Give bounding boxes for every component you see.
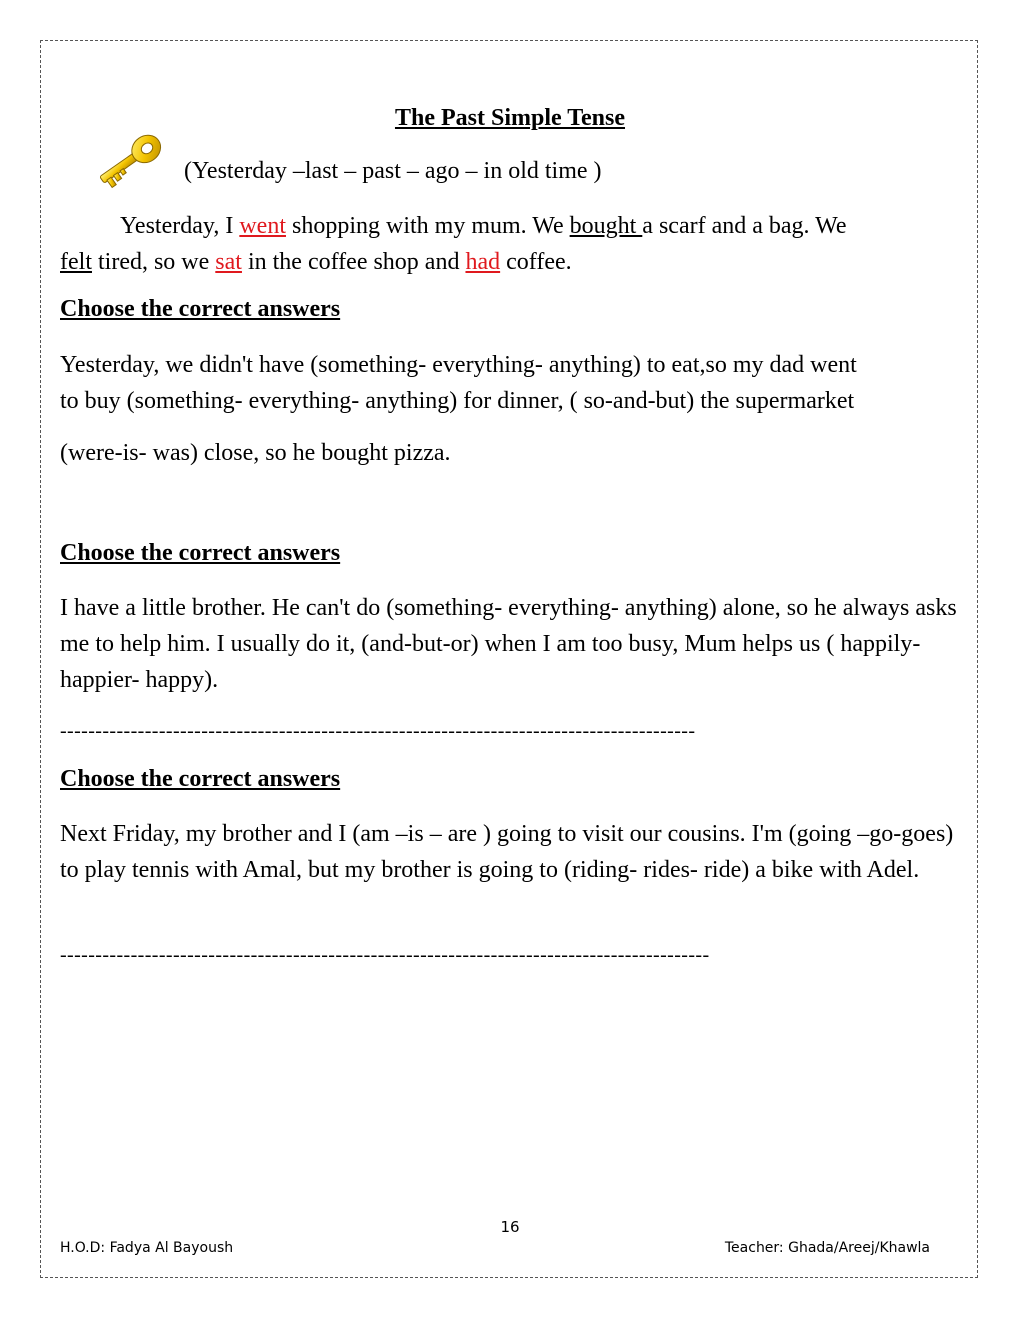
past-verb: bought (569, 213, 643, 239)
page-number: 16 (500, 1218, 520, 1236)
past-verb: went (239, 213, 286, 239)
section-heading: Choose the correct answers (60, 540, 341, 566)
past-verb: felt (60, 249, 92, 275)
exercise-3-text: Next Friday, my brother and I (am –is – are ) going to visit our cousins. I'm (going –go-goes) to play tennis with Amal, but my brother is going to (riding- rides- ride) a bike with Adel. (60, 821, 954, 883)
section-heading: Choose the correct answers (60, 766, 341, 792)
separator-line: ------------------------------------------------------------------------------------------ (60, 720, 696, 742)
keywords-line: (Yesterday –last – past – ago – in old time ) (184, 158, 602, 184)
exercise-2-text: I have a little brother. He can't do (something- everything- anything) alone, so he always asks me to help him. I usually do it, (and-but-or) when I am too busy, Mum helps us ( happily- happier- happy). (60, 595, 957, 693)
footer-teacher: Teacher: Ghada/Areej/Khawla (724, 1240, 930, 1256)
page-title: The Past Simple Tense (394, 105, 626, 131)
key-icon (90, 126, 168, 196)
intro-paragraph: Yesterday, I went shopping with my mum. We bought a scarf and a bag. We felt tired, so we sat in the coffee shop and had coffee. (60, 213, 847, 275)
exercise-1-line-3: (were-is- was) close, so he bought pizza. (60, 440, 451, 466)
past-verb: sat (215, 249, 242, 275)
section-heading: Choose the correct answers (60, 296, 341, 322)
footer-hod: H.O.D: Fadya Al Bayoush (60, 1240, 234, 1256)
past-verb: had (465, 249, 501, 275)
separator-line: -------------------------------------------------------------------------------------------- (60, 944, 710, 966)
exercise-1-line-1: Yesterday, we didn't have (something- everything- anything) to eat,so my dad went (60, 352, 857, 378)
exercise-1-line-2: to buy (something- everything- anything) for dinner, ( so-and-but) the supermarket (60, 388, 855, 414)
